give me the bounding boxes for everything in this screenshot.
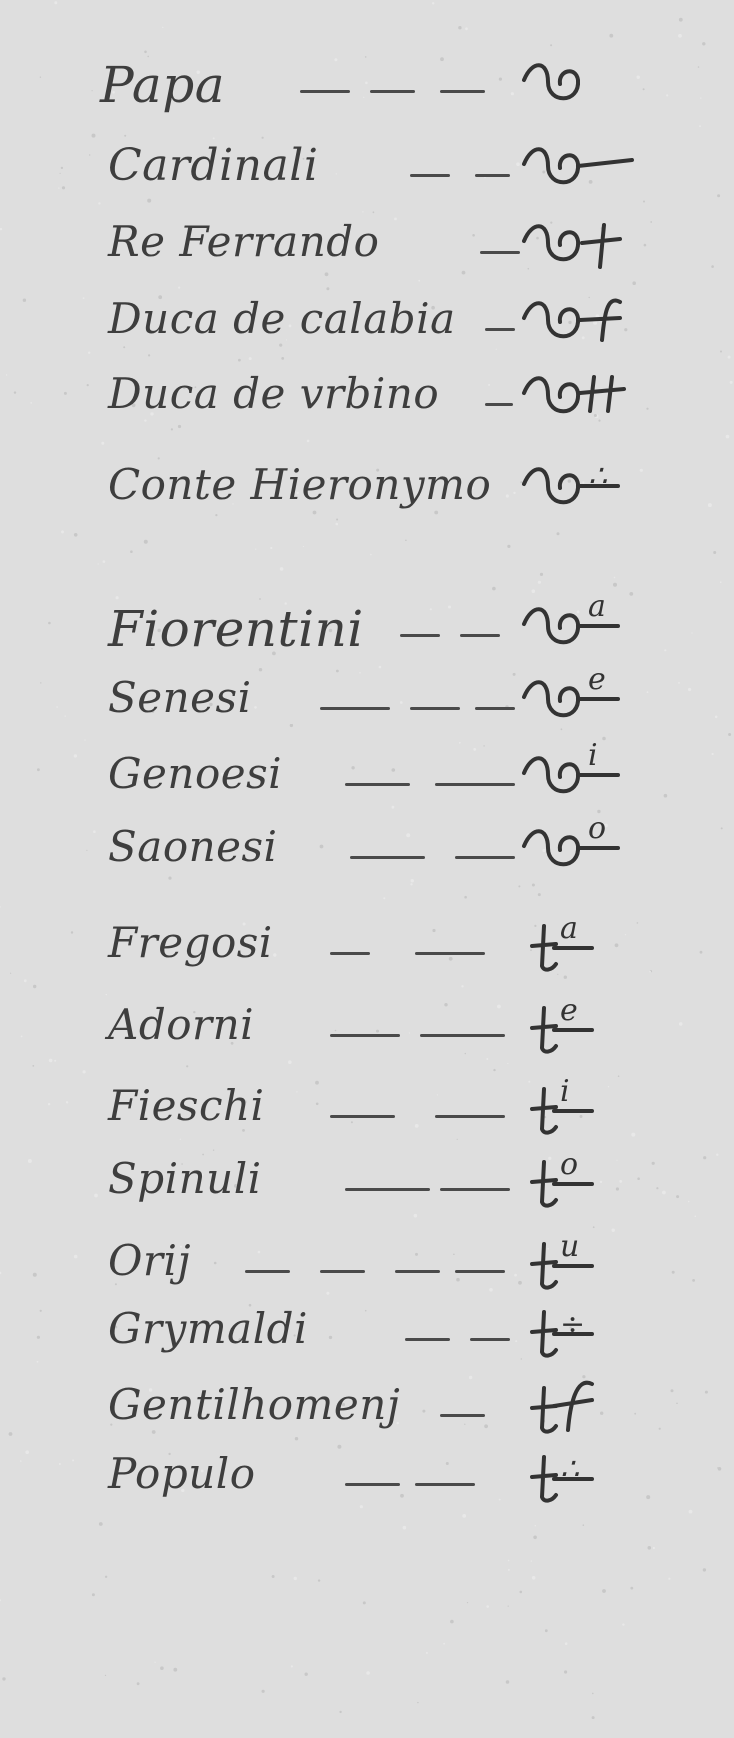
cipher-loop-symbol-icon	[520, 280, 680, 360]
entry-name: Fiorentini	[108, 600, 364, 658]
cipher-entry-grymaldi	[0, 1290, 734, 1370]
paper-speck	[622, 1623, 624, 1625]
cipher-entry-fiorentini	[0, 586, 734, 666]
paper-speck	[403, 1526, 407, 1530]
entry-name: Fieschi	[108, 1081, 265, 1130]
cipher-mark-glyph: u	[560, 1229, 580, 1264]
cipher-entry-conte-hieronymo	[0, 446, 734, 526]
cipher-mark-glyph: i	[588, 738, 598, 773]
paper-speck	[294, 1577, 297, 1580]
paper-speck	[720, 581, 722, 583]
cipher-loop-symbol-icon	[520, 126, 680, 206]
entry-name: Papa	[100, 56, 226, 114]
cipher-loop-symbol-icon	[520, 42, 680, 122]
paper-speck	[583, 1524, 585, 1526]
leader-dash	[415, 952, 485, 955]
cipher-mark-glyph: a	[588, 589, 606, 624]
cipher-t-symbol-icon	[530, 1140, 690, 1220]
paper-speck	[507, 545, 510, 548]
paper-speck	[458, 26, 461, 29]
leader-dash	[330, 952, 370, 955]
cipher-entry-saonesi	[0, 808, 734, 888]
cipher-entry-gentilhomenj	[0, 1366, 734, 1446]
paper-speck	[255, 549, 256, 550]
paper-speck	[486, 1605, 489, 1608]
entry-name: Fregosi	[108, 918, 273, 967]
paper-speck	[103, 560, 106, 563]
paper-speck	[535, 1525, 536, 1526]
entry-name: Cardinali	[108, 140, 319, 191]
paper-speck	[74, 533, 78, 537]
cipher-loop-symbol-icon	[520, 446, 680, 526]
entry-name: Senesi	[108, 673, 252, 722]
entry-name: Adorni	[108, 1000, 255, 1049]
leader-dash	[410, 174, 450, 177]
paper-speck	[630, 1587, 633, 1590]
paper-speck	[443, 1643, 445, 1645]
paper-speck	[538, 581, 541, 584]
paper-speck	[679, 18, 683, 22]
leader-dash	[320, 707, 390, 710]
cipher-entry-populo	[0, 1435, 734, 1515]
paper-speck	[366, 1671, 370, 1675]
leader-dash	[345, 1188, 430, 1191]
entry-name: Genoesi	[108, 749, 283, 798]
paper-speck	[713, 551, 716, 554]
paper-speck	[532, 1576, 536, 1580]
paper-speck	[61, 530, 64, 533]
entry-name: Saonesi	[108, 822, 278, 871]
cipher-loop-symbol-icon	[520, 735, 680, 815]
cipher-loop-symbol-icon	[520, 808, 680, 888]
paper-speck	[160, 1666, 164, 1670]
paper-speck	[653, 1547, 655, 1549]
entry-name: Populo	[108, 1449, 256, 1498]
paper-speck	[531, 1560, 532, 1561]
cipher-t-symbol-icon	[530, 986, 690, 1066]
leader-dash	[415, 1483, 475, 1486]
paper-speck	[262, 1690, 265, 1693]
leader-dash	[345, 783, 410, 786]
paper-speck	[557, 532, 560, 535]
paper-speck	[565, 1642, 568, 1645]
paper-speck	[540, 573, 543, 576]
entry-name: Conte Hieronymo	[108, 460, 492, 509]
paper-speck	[363, 1601, 366, 1604]
entry-name: Orij	[108, 1236, 191, 1285]
cipher-t-symbol-icon	[530, 1366, 690, 1446]
cipher-t-symbol-icon	[530, 1067, 690, 1147]
leader-dash	[480, 251, 520, 254]
cipher-mark-glyph: i	[560, 1074, 570, 1109]
paper-speck	[668, 1578, 670, 1580]
cipher-mark-glyph: ∴	[560, 1452, 580, 1487]
cipher-entry-re-ferrando	[0, 203, 734, 283]
cipher-mark-glyph: e	[560, 993, 578, 1028]
cipher-entry-senesi	[0, 659, 734, 739]
paper-speck	[508, 1560, 510, 1562]
paper-speck	[506, 1680, 510, 1684]
cipher-mark-glyph: o	[588, 811, 607, 846]
paper-speck	[405, 540, 407, 542]
paper-speck	[602, 1589, 606, 1593]
leader-dash	[440, 1188, 510, 1191]
leader-dash	[475, 174, 510, 177]
leader-dash	[350, 856, 425, 859]
entry-name: Duca de calabia	[108, 294, 456, 343]
leader-dash	[435, 1115, 505, 1118]
leader-dash	[420, 1034, 505, 1037]
paper-speck	[99, 1522, 103, 1526]
leader-dash	[245, 1270, 290, 1273]
entry-name: Spinuli	[108, 1154, 262, 1203]
paper-speck	[592, 1716, 595, 1719]
cipher-entry-fregosi	[0, 904, 734, 984]
cipher-loop-symbol-icon	[520, 659, 680, 739]
leader-dash	[400, 634, 440, 637]
leader-dash	[345, 1483, 400, 1486]
leader-dash	[470, 1338, 510, 1341]
leader-dash	[485, 328, 515, 331]
cipher-t-symbol-icon	[530, 1290, 690, 1370]
cipher-loop-symbol-icon	[520, 586, 680, 666]
paper-speck	[432, 2, 434, 4]
paper-speck	[545, 1629, 548, 1632]
paper-speck	[538, 893, 541, 896]
cipher-loop-symbol-icon	[520, 203, 680, 283]
paper-speck	[162, 27, 163, 28]
paper-speck	[105, 1675, 106, 1676]
paper-speck	[307, 440, 310, 443]
paper-speck	[467, 1602, 468, 1603]
cipher-loop-symbol-icon	[520, 355, 680, 435]
leader-dash	[410, 707, 460, 710]
cipher-mark-glyph: o	[560, 1147, 579, 1182]
leader-dash	[370, 90, 415, 93]
paper-speck	[303, 546, 304, 547]
leader-dash	[300, 90, 350, 93]
paper-speck	[101, 442, 104, 445]
leader-dash	[455, 856, 515, 859]
leader-dash	[475, 707, 515, 710]
paper-speck	[592, 1693, 594, 1695]
leader-dash	[330, 1115, 395, 1118]
paper-speck	[173, 1668, 177, 1672]
entry-name: Grymaldi	[108, 1304, 308, 1353]
cipher-t-symbol-icon	[530, 904, 690, 984]
paper-speck	[520, 1591, 523, 1594]
paper-speck	[465, 27, 468, 30]
paper-speck	[280, 567, 284, 571]
paper-speck	[678, 34, 682, 38]
leader-dash	[455, 1270, 505, 1273]
leader-dash	[485, 403, 513, 406]
leader-dash	[435, 783, 515, 786]
entry-name: Re Ferrando	[108, 217, 380, 266]
cipher-mark-glyph: e	[588, 662, 606, 697]
cipher-entry-cardinali	[0, 126, 734, 206]
cipher-mark-glyph: ∴	[588, 459, 608, 494]
paper-speck	[270, 547, 272, 549]
paper-speck	[370, 554, 372, 556]
cipher-mark-glyph: ÷	[560, 1307, 586, 1342]
cipher-entry-genoesi	[0, 735, 734, 815]
paper-speck	[154, 1662, 155, 1663]
paper-speck	[54, 1, 57, 4]
paper-speck	[614, 577, 616, 579]
paper-speck	[508, 1569, 510, 1571]
paper-speck	[2, 1677, 5, 1680]
entry-name: Gentilhomenj	[108, 1380, 401, 1429]
paper-speck	[533, 1536, 537, 1540]
paper-speck	[272, 1575, 275, 1578]
paper-speck	[98, 563, 99, 564]
cipher-t-symbol-icon	[530, 1435, 690, 1515]
paper-speck	[564, 1670, 567, 1673]
paper-speck	[92, 1593, 95, 1596]
paper-speck	[291, 1665, 293, 1667]
paper-speck	[130, 550, 133, 553]
paper-speck	[508, 1606, 509, 1607]
leader-dash	[440, 1414, 485, 1417]
paper-speck	[464, 896, 467, 899]
paper-speck	[383, 897, 385, 899]
cipher-entry-duca-de-calabia	[0, 280, 734, 360]
paper-speck	[703, 1568, 706, 1571]
paper-speck	[0, 1599, 1, 1601]
cipher-entry-spinuli	[0, 1140, 734, 1220]
paper-speck	[426, 1652, 428, 1654]
cipher-entry-papa	[0, 42, 734, 122]
paper-speck	[305, 1673, 308, 1676]
leader-dash	[460, 634, 500, 637]
cipher-mark-glyph: a	[560, 911, 578, 946]
paper-speck	[339, 1711, 341, 1713]
leader-dash	[320, 1270, 365, 1273]
cipher-entry-fieschi	[0, 1067, 734, 1147]
paper-speck	[726, 435, 730, 439]
paper-speck	[144, 540, 148, 544]
cipher-entry-duca-de-vrbino	[0, 355, 734, 435]
entry-name: Duca de vrbino	[108, 369, 440, 418]
leader-dash	[330, 1034, 400, 1037]
paper-speck	[137, 1682, 140, 1685]
leader-dash	[440, 90, 485, 93]
paper-speck	[648, 1546, 652, 1550]
leader-dash	[405, 1338, 450, 1341]
cipher-entry-adorni	[0, 986, 734, 1066]
paper-speck	[105, 1576, 107, 1578]
paper-speck	[450, 1620, 454, 1624]
leader-dash	[395, 1270, 440, 1273]
paper-speck	[417, 1702, 418, 1703]
paper-speck	[318, 1579, 320, 1581]
paper-speck	[609, 34, 613, 38]
